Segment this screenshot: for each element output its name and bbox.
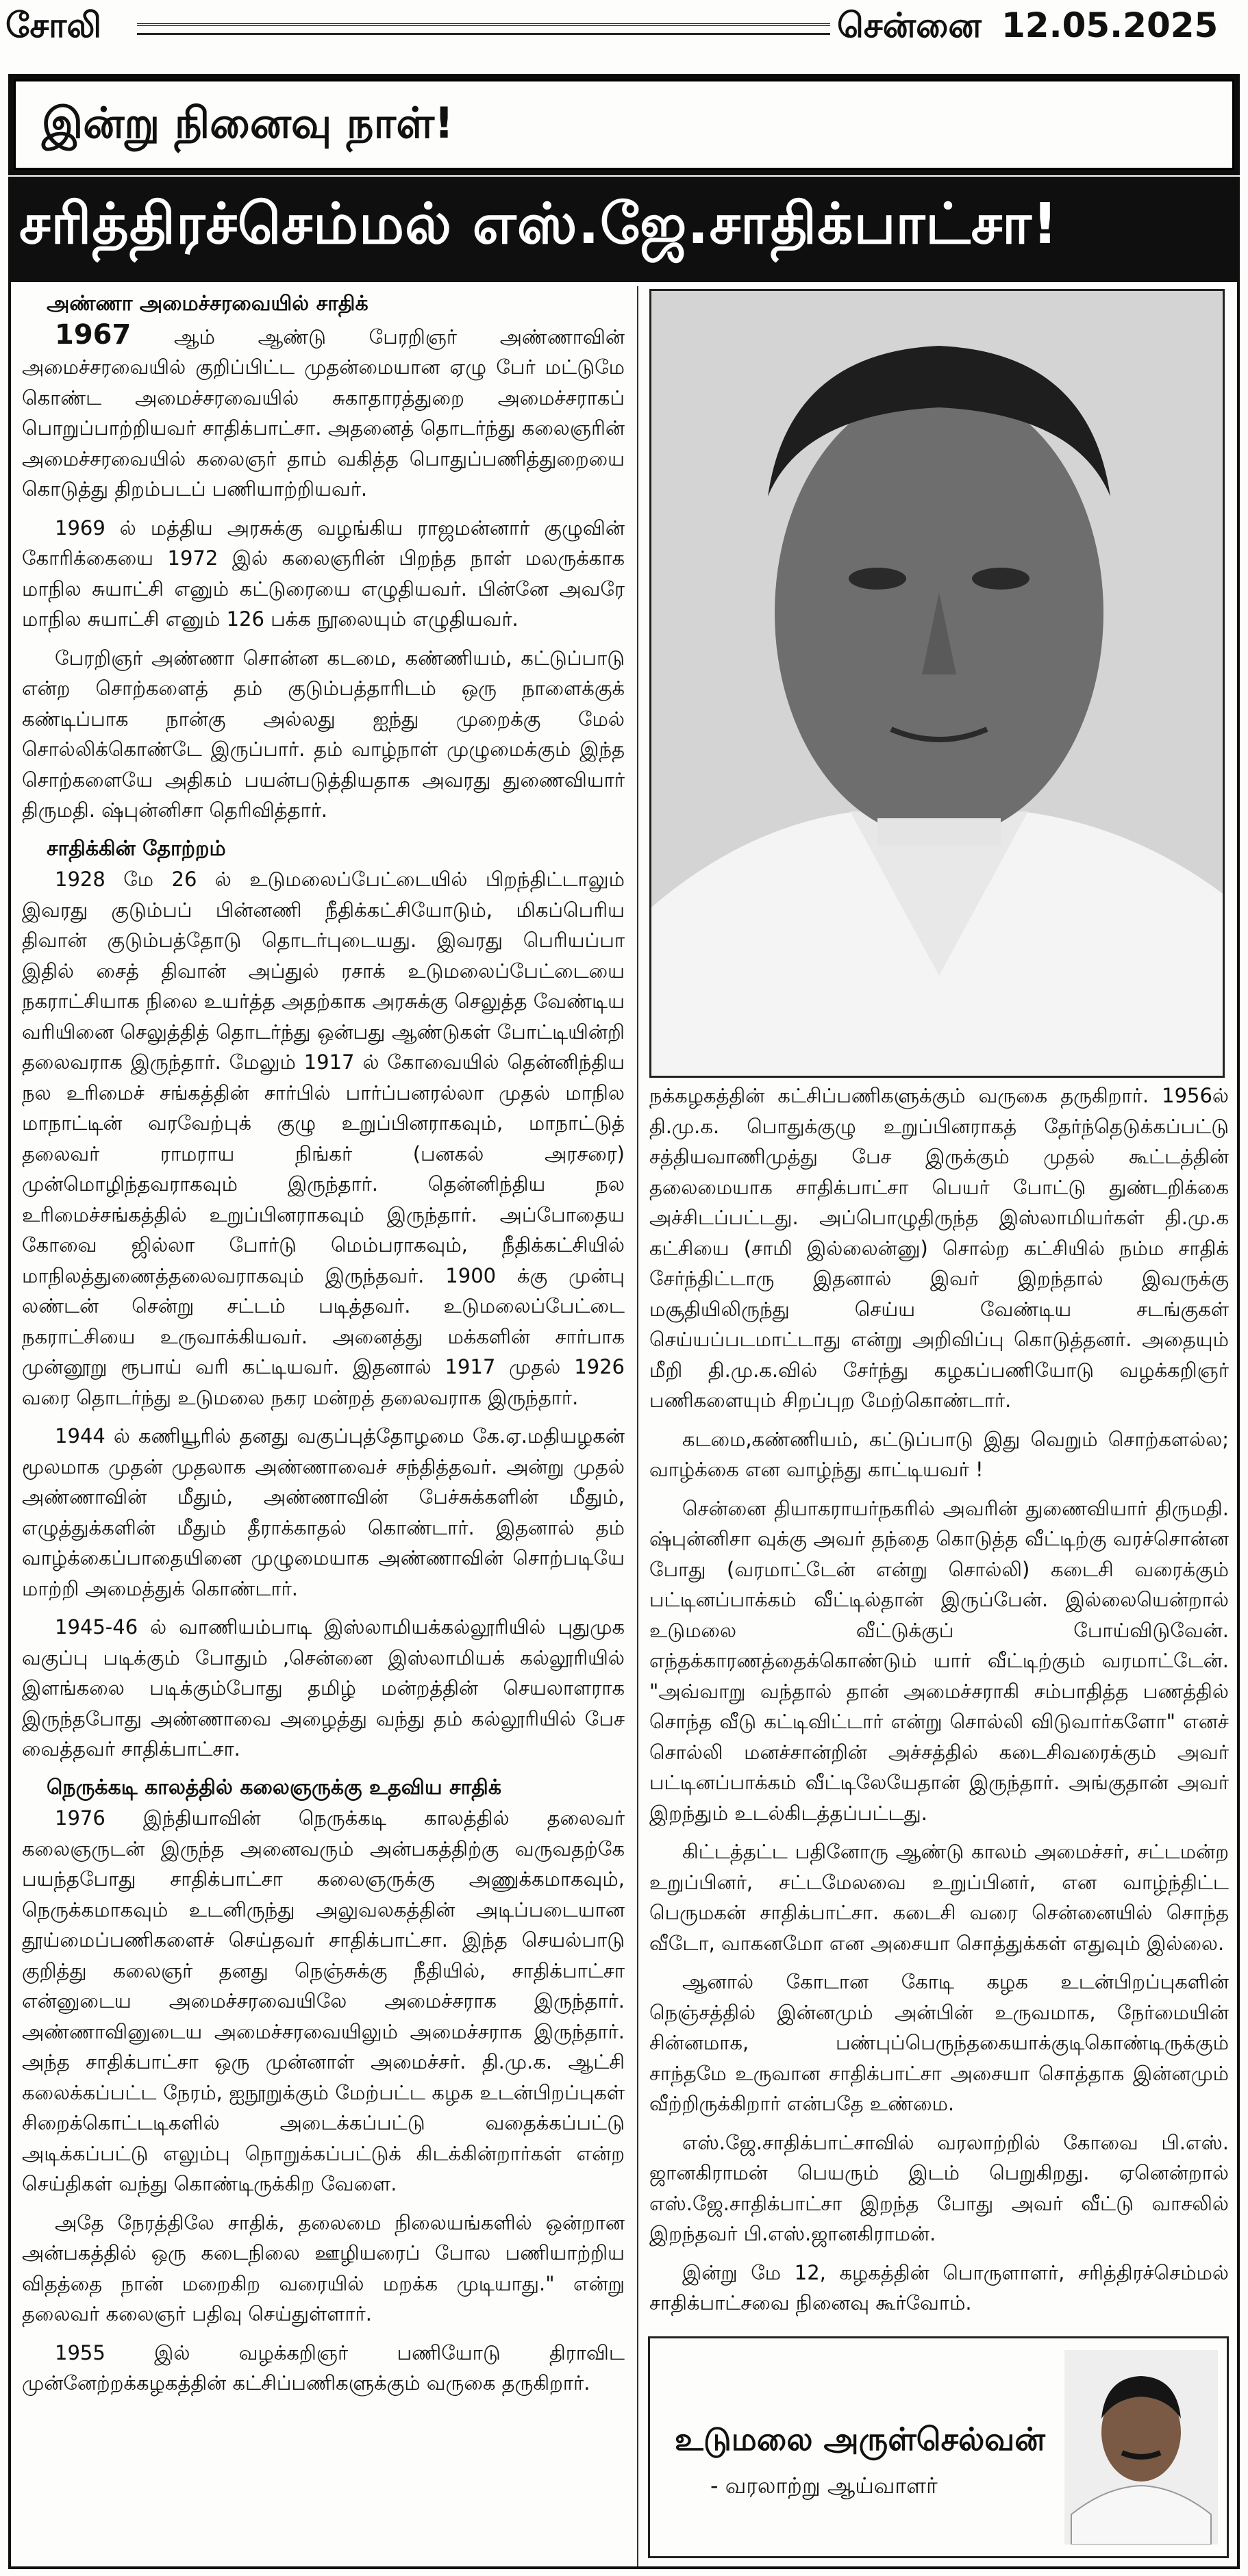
paragraph: சென்னை தியாகராயர்நகரில் அவரின் துணைவியார் திருமதி. ஷ்புன்னிசா வுக்கு அவர் தந்தை கொடுத்த வீட்டிற்கு வரச்சொன்ன போது (வரமாட்டேன் என்று சொல்லி) கடைசி வரைக்கும் பட்டினப்பாக்கம் வீட்டில்தான் இருப்பேன். இல்லையென்றால் உடுமலை வீட்டுக்குப் போய்விடுவேன். எந்தக்காரணத்தைக்கொண்டும் யார் வீட்டிற்கும் வரமாட்டேன். "அவ்வாறு வந்தால் தான் அமைச்சராகி சம்பாதித்த பணத்தில் சொந்த வீடு கட்டிவிட்டார் என்று சொல்லி விடுவார்களோ" எனச் சொல்லி மனச்சான்றின் அச்சத்தில் கடைசிவரைக்கும் அவர் பட்டினப்பாக்கம் வீட்டிலேயேதான் இருந்தார். அங்குதான் அவர் இறந்தும் உடல்கிடத்தப்பட்டது.	[649, 1496, 1229, 1825]
lead-year: 1967	[55, 318, 132, 351]
author-photo	[1064, 2350, 1218, 2545]
issue-date: 12.05.2025	[1001, 5, 1219, 45]
headline-banner	[8, 177, 1240, 279]
paragraph: நக்கழகத்தின் கட்சிப்பணிகளுக்கும் வருகை தருகிறார். 1956ல் தி.மு.க. பொதுக்குழு உறுப்பினராகத் தேர்ந்தெடுக்கப்பட்டு சத்தியவாணிமுத்து பேச இருக்கும் முதல் கூட்டத்தின் தலைமையாக சாதிக்பாட்சா பெயர் போட்டு துண்டறிக்கை அச்சிடப்பட்டது. அப்பொழுதிருந்த இஸ்லாமியர்கள் தி.மு.க கட்சியை (சாமி இல்லைன்னு) சொல்ற கட்சியில் நம்ம சாதிக் சேர்ந்திட்டாரு இதனால் இவர் இறந்தால் இவருக்கு மசூதியிலிருந்து செய்ய வேண்டிய சடங்குகள் செய்யப்படமாட்டாது என்று அறிவிப்பு கொடுத்தனர். அதையும் மீறி தி.மு.க.வில் சேர்ந்து கழகப்பணியோடு வழக்கறிஞர் பணிகளையும் சிறப்புற மேற்கொண்டார்.	[649, 1084, 1229, 1412]
paragraph: 1955 இல் வழக்கறிஞர் பணியோடு திராவிட முன்னேற்றக்கழகத்தின் கட்சிப்பணிகளுக்கும் வருகை தருகிறார்.	[22, 2340, 625, 2395]
paragraph: 1945-46 ல் வாணியம்பாடி இஸ்லாமியக்கல்லூரியில் புதுமுக வகுப்பு படிக்கும் போதும் ,சென்னை இஸ்லாமியக் கல்லூரியில் இளங்கலை படிக்கும்போது தமிழ் மன்றத்தின் செயலாளராக இருந்தபோது அண்ணாவை அழைத்து வந்து தம் கல்லூரியில் பேச வைத்தவர் சாதிக்பாட்சா.	[22, 1615, 625, 1760]
paragraph: கடமை,கண்ணியம், கட்டுப்பாடு இது வெறும் சொற்களல்ல; வாழ்க்கை என வாழ்ந்து காட்டியவர் !	[649, 1427, 1229, 1481]
author-name: உடுமலை அருள்செல்வன்	[675, 2421, 1045, 2458]
section-heading-origin: சாதிக்கின் தோற்றம்	[47, 836, 226, 861]
paragraph: அதே நேரத்திலே சாதிக், தலைமை நிலையங்களில் ஒன்றான அன்பகத்தில் ஒரு கடைநிலை ஊழியரைப் போல பணியாற்றிய விதத்தை நான் மறைகிற வரையில் மறக்க முடியாது." என்று தலைவர் கலைஞர் பதிவு செய்துள்ளார்.	[22, 2210, 625, 2325]
column-divider	[637, 286, 638, 2566]
lead-text: ஆம் ஆண்டு பேரறிஞர் அண்ணாவின் அமைச்சரவையில் குறிப்பிட்ட முதன்மையான ஏழு பேர் மட்டுமே கொண்ட அமைச்சரவையில் சுகாதாரத்துறை அமைச்சராகப் பொறுப்பாற்றியவர் சாதிக்பாட்சா. அதனைத் தொடர்ந்து கலைஞரின் அமைச்சரவையில் கலைஞர் தாம் வகித்த பொதுப்பணித்துறையை கொடுத்து திறம்படப் பணியாற்றியவர்.	[22, 325, 625, 501]
portrait-photo	[649, 289, 1225, 1078]
headline: சரித்திரச்செம்மல் எஸ்.ஜே.சாதிக்பாட்சா!	[19, 192, 1059, 257]
paragraph: 1928 மே 26 ல் உடுமலைப்பேட்டையில் பிறந்திட்டாலும் இவரது குடும்பப் பின்னணி நீதிக்கட்சியோடும், மிகப்பெரிய திவான் குடும்பத்தோடு தொடர்புடையது. இவரது பெரியப்பா இதில் சைத் திவான் அப்துல் ரசாக் உடுமலைப்பேட்டையை நகராட்சியாக நிலை உயர்த்த அதற்காக அரசுக்கு செலுத்த வேண்டிய வரியினை செலுத்தித் தொடர்ந்து ஒன்பது ஆண்டுகள் போட்டியின்றி தலைவராக இருந்தார். மேலும் 1917 ல் கோவையில் தென்னிந்திய நல உரிமைச் சங்கத்தின் சார்பில் பார்ப்பனரல்லா முதல் மாநில மாநாட்டின் வரவேற்புக் குழு உறுப்பினராகவும், மாநாட்டுத் தலைவர் ராமராய நிங்கர் (பனகல் அரசரை) முன்மொழிந்தவராகவும் இருந்தார். தென்னிந்திய நல உரிமைச்சங்கத்தில் உறுப்பினராகவும் இருந்தார். அப்போதைய கோவை ஜில்லா போர்டு மெம்பராகவும், நீதிக்கட்சியில் மாநிலத்துணைத்தலைவராகவும் இருந்தவர். 1900 க்கு முன்பு லண்டன் சென்று சட்டம் படித்தவர். உடுமலைப்பேட்டை நகராட்சியை உருவாக்கியவர். அனைத்து மக்களின் சார்பாக முன்னூறு ரூபாய் வரி கட்டியவர். இதனால் 1917 முதல் 1926 வரை தொடர்ந்து உடுமலை நகர மன்றத் தலைவராக இருந்தார்.	[22, 868, 625, 1409]
paragraph: ஆனால் கோடான கோடி கழக உடன்பிறப்புகளின் நெஞ்சத்தில் இன்னமும் அன்பின் உருவமாக, நேர்மையின் சின்னமாக, பண்புப்பெருந்தகையாக்குடிகொண்டிருக்கும் சாந்தமே உருவான சாதிக்பாட்சா அசையா சொத்தாக இன்னமும் வீற்றிருக்கிறார் என்பதே உண்மை.	[649, 1970, 1229, 2115]
author-role: - வரலாற்று ஆய்வாளர்	[710, 2473, 938, 2499]
masthead-rule	[137, 23, 830, 35]
section-heading-emergency: நெருக்கடி காலத்தில் கலைஞருக்கு உதவிய சாதிக்	[47, 1775, 502, 1800]
author-image	[1064, 2350, 1218, 2545]
kicker-box	[8, 74, 1240, 175]
masthead	[0, 0, 1248, 63]
paragraph: பேரறிஞர் அண்ணா சொன்ன கடமை, கண்ணியம், கட்டுப்பாடு என்ற சொற்களைத் தம் குடும்பத்தாரிடம் ஒரு நாளைக்குக் கண்டிப்பாக நான்கு அல்லது ஐந்து முறைக்கு மேல் சொல்லிக்கொண்டே இருப்பார். தம் வாழ்நாள் முழுமைக்கும் இந்த சொற்களையே அதிகம் பயன்படுத்தியதாக அவரது துணைவியார் திருமதி. ஷ்புன்னிசா தெரிவித்தார்.	[22, 646, 625, 822]
paragraph: இன்று மே 12, கழகத்தின் பொருளாளர், சரித்திரச்செம்மல் சாதிக்பாட்சவை நினைவு கூர்வோம்.	[649, 2260, 1229, 2314]
paragraph: 1969 ல் மத்திய அரசுக்கு வழங்கிய ராஜமன்னார் குழுவின் கோரிக்கையை 1972 இல் கலைஞரின் பிறந்த நாள் மலருக்காக மாநில சுயாட்சி எனும் கட்டுரையை எழுதியவர். பின்னே அவரே மாநில சுயாட்சி எனும் 126 பக்க நூலையும் எழுதியவர்.	[22, 516, 625, 631]
paragraph: 1976 இந்தியாவின் நெருக்கடி காலத்தில் தலைவர் கலைஞருடன் இருந்த அனைவரும் அன்பகத்திற்கு வருவதற்கே பயந்தபோது சாதிக்பாட்சா கலைஞருக்கு அணுக்கமாகவும், நெருக்கமாகவும் உடனிருந்து அலுவலகத்தின் அடிப்படையான தூய்மைப்பணிகளைச் செய்தவர் சாதிக்பாட்சா. இந்த செயல்பாடு குறித்து கலைஞர் தனது நெஞ்சுக்கு நீதியில், சாதிக்பாட்சா என்னுடைய அமைச்சரவையிலே அமைச்சராக இருந்தார். அண்ணாவினுடைய அமைச்சரவையிலும் அமைச்சராக இருந்தார். அந்த சாதிக்பாட்சா ஒரு முன்னாள் அமைச்சர். தி.மு.க. ஆட்சி கலைக்கப்பட்ட நேரம், ஐநூறுக்கும் மேற்பட்ட கழக உடன்பிறப்புகள் சிறைக்கொட்டடிகளில் அடைக்கப்பட்டு வதைக்கப்பட்டு அடிக்கப்பட்டு எலும்பு நொறுக்கப்பட்டுக் கிடக்கின்றார்கள் என்ற செய்திகள் வந்து கொண்டிருக்கிற வேளை.	[22, 1806, 625, 2195]
kicker-inner	[14, 79, 1234, 170]
right-column	[649, 1081, 1229, 2327]
paragraph	[22, 320, 625, 505]
portrait-image	[651, 291, 1223, 1076]
left-column	[22, 286, 625, 2566]
kicker-text: இன்று நினைவு நாள்!	[42, 98, 454, 148]
paragraph: எஸ்.ஜே.சாதிக்பாட்சாவில் வரலாற்றில் கோவை பி.எஸ். ஜானகிராமன் பெயரும் இடம் பெறுகிறது. ஏனென்றால் எஸ்.ஜே.சாதிக்பாட்சா இறந்த போது அவர் வீட்டு வாசலில் இறந்தவர் பி.எஸ்.ஜானகிராமன்.	[649, 2130, 1229, 2245]
paper-name: சோலி	[5, 5, 102, 45]
section-heading-cabinet: அண்ணா அமைச்சரவையில் சாதிக்	[47, 292, 369, 316]
paragraph: கிட்டத்தட்ட பதினோரு ஆண்டு காலம் அமைச்சர், சட்டமன்ற உறுப்பினர், சட்டமேலவை உறுப்பினர், என வாழ்ந்திட்ட பெருமகன் சாதிக்பாட்சா. கடைசி வரை சென்னையில் சொந்த வீடோ, வாகனமோ என அசையா சொத்துக்கள் எதுவும் இல்லை.	[649, 1840, 1229, 1955]
paragraph: 1944 ல் கணியூரில் தனது வகுப்புத்தோழமை கே.ஏ.மதியழகன் மூலமாக முதன் முதலாக அண்ணாவைச் சந்தித்தவர். அன்று முதல் அண்ணாவின் மீதும், அண்ணாவின் பேச்சுக்களின் மீதும், எழுத்துக்களின் மீதும் தீராக்காதல் கொண்டார். இதனால் தம் வாழ்க்கைப்பாதையினை முழுமையாக அண்ணாவின் சொற்படியே மாற்றி அமைத்துக் கொண்டார்.	[22, 1424, 625, 1600]
city-label: சென்னை	[837, 5, 982, 45]
